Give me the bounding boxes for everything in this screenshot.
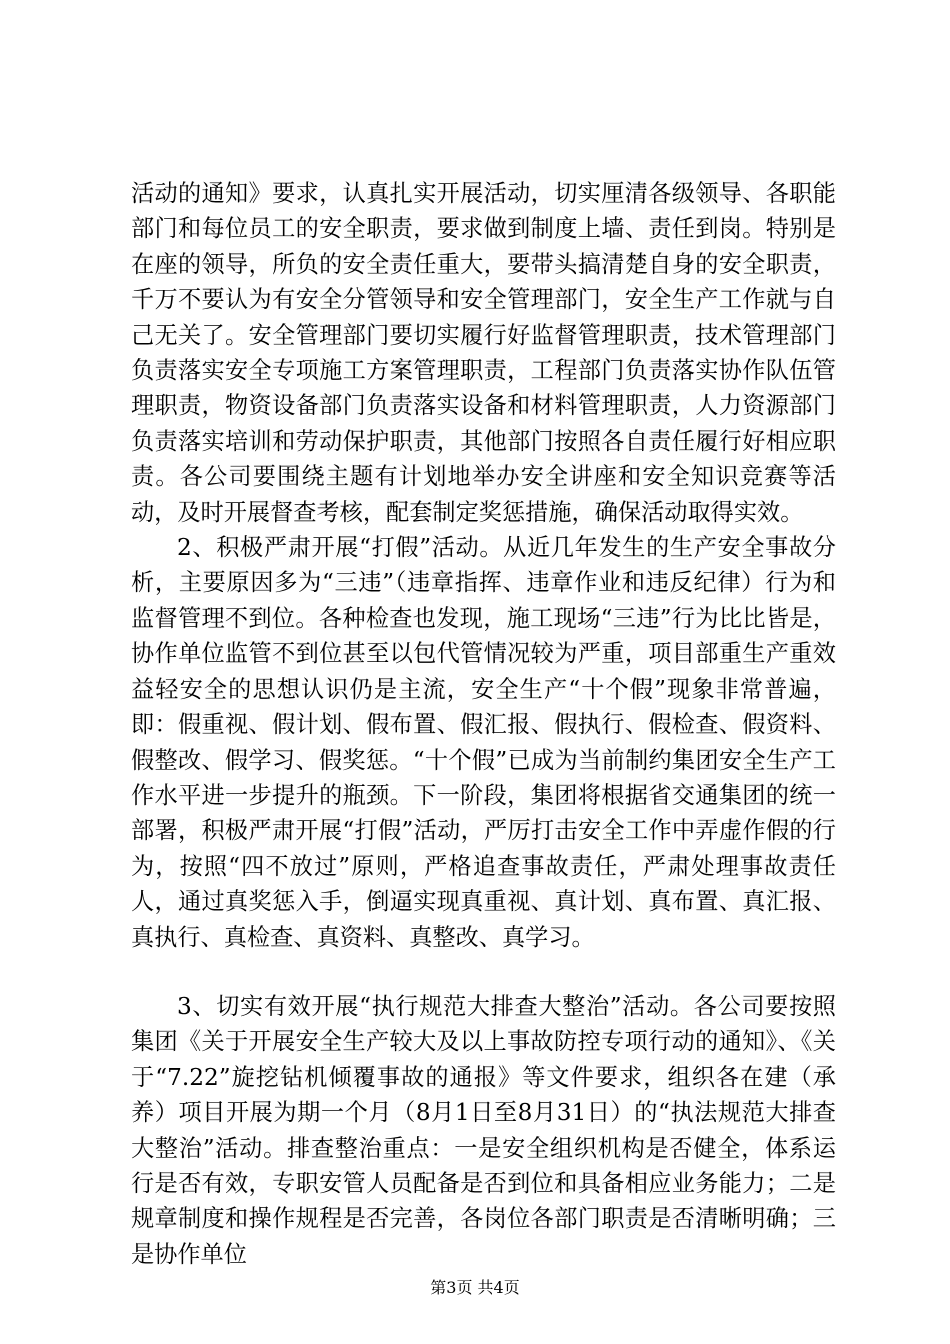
paragraph-item-2: 2、积极严肃开展“打假”活动。从近几年发生的生产安全事故分析，主要原因多为“三违”（违章指挥、违章作业和违反纪律）行为和监督管理不到位。各种检查也发现，施工现场“三违”行为比比皆是，协作单位监管不到位甚至以包代管情况较为严重，项目部重生产重效益轻安全的思想认识仍是主流，安全生产“十个假”现象非常普遍，即：假重视、假计划、假布置、假汇报、假执行、假检查、假资料、假整改、假学习、假奖惩。“十个假”已成为当前制约集团安全生产工作水平进一步提升的瓶颈。下一阶段，集团将根据省交通集团的统一部署，积极严肃开展“打假”活动，严厉打击安全工作中弄虚作假的行为，按照“四不放过”原则，严格追查事故责任，严肃处理事故责任人，通过真奖惩入手，倒逼实现真重视、真计划、真布置、真汇报、真执行、真检查、真资料、真整改、真学习。 bbox=[131, 534, 836, 951]
paragraph-spacer bbox=[131, 955, 836, 989]
paragraph-continuation: 活动的通知》要求，认真扎实开展活动，切实厘清各级领导、各职能部门和每位员工的安全职责，要求做到制度上墙、责任到岗。特别是在座的领导，所负的安全责任重大，要带头搞清楚自身的安全职责，千万不要认为有安全分管领导和安全管理部门，安全生产工作就与自己无关了。安全管理部门要切实履行好监督管理职责，技术管理部门负责落实安全专项施工方案管理职责，工程部门负责落实协作队伍管理职责，物资设备部门负责落实设备和材料管理职责，人力资源部门负责落实培训和劳动保护职责，其他部门按照各自责任履行好相应职责。各公司要围绕主题有计划地举办安全讲座和安全知识竞赛等活动，及时开展督查考核，配套制定奖惩措施，确保活动取得实效。 bbox=[131, 180, 836, 526]
paragraph-item-3: 3、切实有效开展“执行规范大排查大整治”活动。各公司要按照集团《关于开展安全生产较大及以上事故防控专项行动的通知》、《关于“7.22”旋挖钻机倾覆事故的通报》等文件要求，组织各在建（承养）项目开展为期一个月（8月1日至8月31日）的“执法规范大排查大整治”活动。排查整治重点：一是安全组织机构是否健全，体系运行是否有效，专职安管人员配备是否到位和具备相应业务能力；二是规章制度和操作规程是否完善，各岗位各部门职责是否清晰明确；三是协作单位 bbox=[131, 992, 836, 1268]
page-footer: 第3页 共4页 bbox=[430, 1278, 520, 1297]
document-body bbox=[131, 176, 836, 1272]
